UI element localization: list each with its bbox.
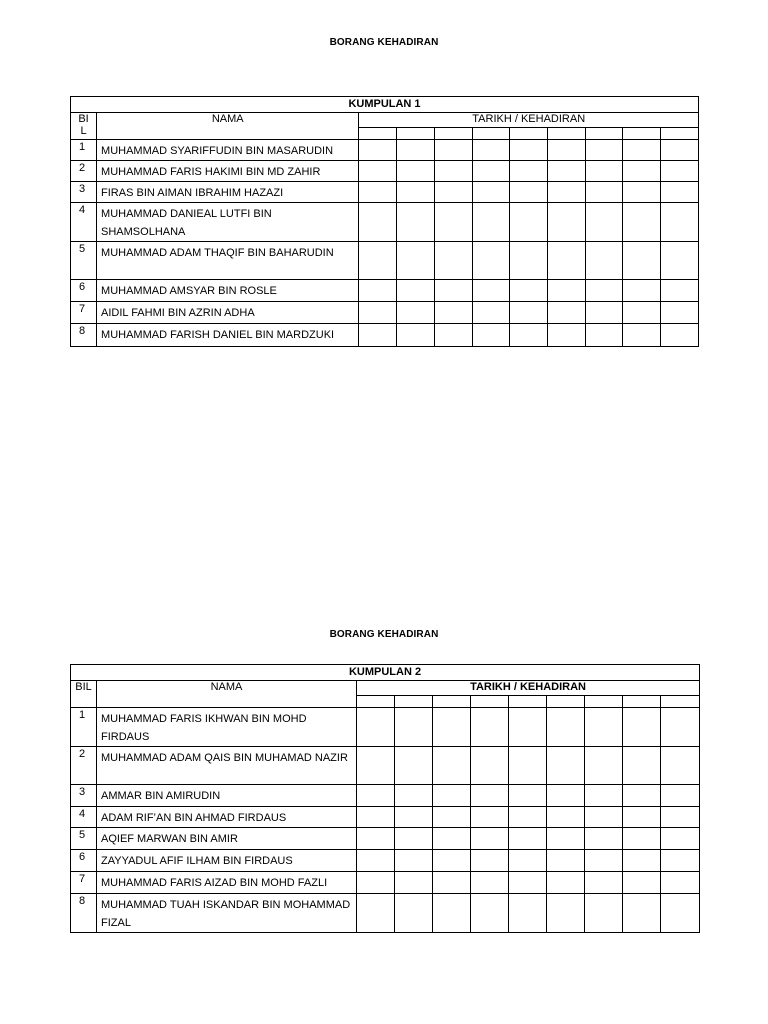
student-name — [97, 242, 359, 280]
attendance-cell — [547, 302, 585, 324]
attendance-cell — [623, 785, 661, 807]
table-row — [71, 182, 699, 203]
attendance-cell — [359, 324, 397, 347]
student-name-text: MUHAMMAD FARIS IKHWAN BIN MOHD FIRDAUS — [101, 713, 307, 743]
attendance-cell — [585, 242, 622, 280]
attendance-cell — [397, 140, 434, 161]
attendance-cell — [547, 140, 585, 161]
attendance-cell — [547, 850, 585, 872]
student-name-text: MUHAMMAD ADAM QAIS BIN MUHAMAD NAZIR — [101, 752, 348, 764]
table-row — [71, 140, 699, 161]
page-title: BORANG KEHADIRAN — [329, 629, 439, 640]
attendance-cell — [623, 850, 661, 872]
table-row — [71, 161, 699, 182]
attendance-cell — [397, 182, 434, 203]
attendance-cell — [661, 785, 700, 807]
attendance-cell — [472, 161, 509, 182]
attendance-cell — [547, 894, 585, 933]
attendance-cell — [585, 161, 622, 182]
attendance-cell — [395, 785, 433, 807]
attendance-cell — [585, 785, 623, 807]
attendance-cell — [434, 182, 472, 203]
row-number-text: 8 — [79, 325, 86, 337]
attendance-cell — [585, 182, 622, 203]
attendance-cell — [472, 182, 509, 203]
attendance-cell — [622, 324, 660, 347]
attendance-cell — [397, 242, 434, 280]
attendance-cell — [434, 203, 472, 242]
row-number-text: 2 — [79, 162, 86, 174]
row-number — [71, 140, 97, 161]
attendance-cell — [397, 161, 434, 182]
attendance-cell — [471, 785, 509, 807]
row-number — [71, 242, 97, 280]
attendance-cell — [359, 242, 397, 280]
student-name-text: MUHAMMAD AMSYAR BIN ROSLE — [101, 285, 277, 297]
row-number-text: 7 — [79, 873, 86, 885]
attendance-cell — [547, 747, 585, 785]
attendance-cell — [397, 324, 434, 347]
table-row — [71, 785, 700, 807]
attendance-cell — [660, 182, 698, 203]
attendance-cell — [661, 747, 700, 785]
attendance-cell — [547, 708, 585, 747]
attendance-table-2 — [70, 664, 700, 933]
student-name-text: MUHAMMAD FARISH DANIEL BIN MARDZUKI — [101, 329, 335, 341]
student-name-text: FIRAS BIN AIMAN IBRAHIM HAZAZI — [101, 187, 284, 199]
attendance-cell — [623, 828, 661, 850]
attendance-cell — [359, 280, 397, 302]
attendance-cell — [434, 140, 472, 161]
attendance-cell — [585, 140, 622, 161]
attendance-cell — [623, 807, 661, 828]
attendance-cell — [622, 280, 660, 302]
attendance-cell — [585, 894, 623, 933]
attendance-cell — [357, 807, 395, 828]
row-number-text: 2 — [79, 748, 86, 760]
attendance-cell — [509, 785, 547, 807]
attendance-cell — [661, 872, 700, 894]
attendance-cell — [661, 894, 700, 933]
column-header-tarikh: TARIKH / KEHADIRAN — [357, 681, 700, 696]
attendance-cell — [509, 280, 547, 302]
attendance-cell — [472, 324, 509, 347]
attendance-cell — [472, 242, 509, 280]
attendance-cell — [509, 872, 547, 894]
row-number — [71, 850, 97, 872]
attendance-cell — [661, 828, 700, 850]
attendance-cell — [585, 747, 623, 785]
attendance-cell — [509, 140, 547, 161]
table-row — [71, 242, 699, 280]
attendance-cell — [623, 708, 661, 747]
student-name — [97, 785, 357, 807]
column-header-bil: BI L — [71, 113, 97, 140]
attendance-cell — [472, 140, 509, 161]
student-name — [97, 850, 357, 872]
attendance-cell — [357, 708, 395, 747]
attendance-cell — [509, 203, 547, 242]
table-row — [71, 807, 700, 828]
attendance-cell — [359, 203, 397, 242]
attendance-cell — [623, 747, 661, 785]
attendance-cell — [509, 302, 547, 324]
attendance-cell — [357, 785, 395, 807]
attendance-cell — [547, 828, 585, 850]
attendance-cell — [357, 850, 395, 872]
attendance-cell — [585, 872, 623, 894]
column-header-nama: NAMA — [97, 113, 359, 140]
attendance-cell — [585, 280, 622, 302]
row-number-text: 8 — [79, 895, 86, 907]
student-name — [97, 140, 359, 161]
attendance-cell — [660, 280, 698, 302]
attendance-cell — [623, 894, 661, 933]
student-name — [97, 747, 357, 785]
row-number-text: 3 — [79, 183, 86, 195]
attendance-cell — [471, 747, 509, 785]
student-name-text: AMMAR BIN AMIRUDIN — [101, 790, 221, 802]
student-name-text: MUHAMMAD TUAH ISKANDAR BIN MOHAMMAD FIZAL — [101, 899, 351, 929]
row-number-text: 4 — [79, 204, 86, 216]
attendance-cell — [359, 182, 397, 203]
attendance-cell — [434, 302, 472, 324]
row-number-text: 1 — [79, 709, 86, 721]
attendance-cell — [357, 828, 395, 850]
attendance-table-1 — [70, 96, 699, 347]
attendance-cell — [434, 324, 472, 347]
row-number-text: 3 — [79, 786, 86, 798]
attendance-cell — [397, 203, 434, 242]
attendance-cell — [395, 807, 433, 828]
column-header-nama: NAMA — [97, 681, 357, 708]
attendance-cell — [547, 242, 585, 280]
attendance-cell — [359, 302, 397, 324]
attendance-cell — [509, 182, 547, 203]
attendance-cell — [359, 161, 397, 182]
table-row — [71, 850, 700, 872]
row-number — [71, 203, 97, 242]
student-name — [97, 182, 359, 203]
row-number — [71, 182, 97, 203]
row-number-text: 6 — [79, 851, 86, 863]
row-number — [71, 828, 97, 850]
attendance-cell — [585, 324, 622, 347]
attendance-cell — [471, 872, 509, 894]
attendance-cell — [434, 161, 472, 182]
attendance-cell — [395, 894, 433, 933]
attendance-cell — [434, 280, 472, 302]
table-row — [71, 708, 700, 747]
table-row — [71, 280, 699, 302]
attendance-cell — [357, 894, 395, 933]
attendance-cell — [433, 828, 471, 850]
attendance-cell — [585, 850, 623, 872]
attendance-cell — [660, 302, 698, 324]
student-name-text: MUHAMMAD FARIS AIZAD BIN MOHD FAZLI — [101, 877, 328, 889]
attendance-cell — [661, 850, 700, 872]
attendance-cell — [547, 872, 585, 894]
student-name-text: MUHAMMAD SYARIFFUDIN BIN MASARUDIN — [101, 145, 334, 157]
attendance-cell — [509, 324, 547, 347]
attendance-cell — [661, 807, 700, 828]
row-number — [71, 302, 97, 324]
attendance-cell — [433, 894, 471, 933]
row-number-text: 6 — [79, 281, 86, 293]
student-name — [97, 894, 357, 933]
attendance-cell — [660, 324, 698, 347]
attendance-cell — [509, 161, 547, 182]
row-number — [71, 161, 97, 182]
attendance-cell — [585, 807, 623, 828]
attendance-cell — [433, 850, 471, 872]
row-number — [71, 785, 97, 807]
student-name — [97, 708, 357, 747]
attendance-cell — [660, 140, 698, 161]
attendance-cell — [397, 280, 434, 302]
column-header-tarikh: TARIKH / KEHADIRAN — [359, 113, 699, 128]
attendance-cell — [622, 161, 660, 182]
attendance-cell — [547, 785, 585, 807]
attendance-cell — [357, 872, 395, 894]
attendance-cell — [547, 203, 585, 242]
attendance-cell — [509, 242, 547, 280]
table-row — [71, 828, 700, 850]
row-number-text: 5 — [79, 829, 86, 841]
attendance-cell — [585, 828, 623, 850]
attendance-cell — [585, 302, 622, 324]
student-name-text: AIDIL FAHMI BIN AZRIN ADHA — [101, 307, 255, 319]
attendance-cell — [622, 302, 660, 324]
attendance-cell — [471, 850, 509, 872]
row-number-text: 1 — [79, 141, 86, 153]
group-title: KUMPULAN 2 — [71, 665, 700, 681]
student-name — [97, 324, 359, 347]
attendance-cell — [395, 708, 433, 747]
attendance-cell — [547, 807, 585, 828]
student-name-text: MUHAMMAD DANIEAL LUTFI BIN SHAMSOLHANA — [101, 208, 272, 238]
row-number — [71, 894, 97, 933]
table-row — [71, 302, 699, 324]
attendance-cell — [433, 747, 471, 785]
student-name — [97, 302, 359, 324]
attendance-cell — [509, 894, 547, 933]
student-name — [97, 203, 359, 242]
attendance-cell — [395, 747, 433, 785]
student-name — [97, 828, 357, 850]
attendance-cell — [433, 807, 471, 828]
attendance-cell — [395, 850, 433, 872]
attendance-cell — [357, 747, 395, 785]
student-name — [97, 280, 359, 302]
table-row — [71, 203, 699, 242]
row-number — [71, 708, 97, 747]
student-name-text: AQIEF MARWAN BIN AMIR — [101, 833, 238, 845]
attendance-cell — [622, 203, 660, 242]
attendance-cell — [509, 747, 547, 785]
table-row — [71, 324, 699, 347]
attendance-cell — [472, 280, 509, 302]
row-number — [71, 747, 97, 785]
student-name — [97, 161, 359, 182]
attendance-cell — [660, 203, 698, 242]
attendance-cell — [547, 161, 585, 182]
attendance-cell — [547, 182, 585, 203]
student-name-text: ADAM RIF’AN BIN AHMAD FIRDAUS — [101, 812, 287, 824]
page-title: BORANG KEHADIRAN — [329, 37, 439, 48]
row-number — [71, 324, 97, 347]
attendance-cell — [433, 708, 471, 747]
attendance-cell — [585, 708, 623, 747]
attendance-cell — [661, 708, 700, 747]
group-title: KUMPULAN 1 — [71, 97, 699, 113]
student-name — [97, 872, 357, 894]
row-number-text: 5 — [79, 243, 86, 255]
attendance-cell — [472, 302, 509, 324]
student-name — [97, 807, 357, 828]
attendance-cell — [471, 828, 509, 850]
attendance-cell — [622, 182, 660, 203]
attendance-cell — [547, 324, 585, 347]
row-number-text: 7 — [79, 303, 86, 315]
attendance-cell — [509, 850, 547, 872]
attendance-cell — [585, 203, 622, 242]
table-row — [71, 872, 700, 894]
student-name-text: ZAYYADUL AFIF ILHAM BIN FIRDAUS — [101, 855, 293, 867]
row-number — [71, 872, 97, 894]
column-header-bil: BIL — [71, 681, 97, 708]
table-row — [71, 747, 700, 785]
attendance-cell — [509, 807, 547, 828]
attendance-cell — [509, 828, 547, 850]
attendance-cell — [395, 828, 433, 850]
attendance-cell — [547, 280, 585, 302]
attendance-cell — [660, 242, 698, 280]
attendance-cell — [433, 872, 471, 894]
attendance-cell — [623, 872, 661, 894]
attendance-cell — [622, 140, 660, 161]
attendance-cell — [622, 242, 660, 280]
attendance-cell — [471, 894, 509, 933]
attendance-cell — [471, 708, 509, 747]
attendance-cell — [395, 872, 433, 894]
attendance-cell — [359, 140, 397, 161]
attendance-cell — [660, 161, 698, 182]
table-row — [71, 894, 700, 933]
student-name-text: MUHAMMAD ADAM THAQIF BIN BAHARUDIN — [101, 247, 334, 259]
attendance-cell — [471, 807, 509, 828]
row-number-text: 4 — [79, 808, 86, 820]
row-number — [71, 807, 97, 828]
attendance-cell — [397, 302, 434, 324]
row-number — [71, 280, 97, 302]
student-name-text: MUHAMMAD FARIS HAKIMI BIN MD ZAHIR — [101, 166, 321, 178]
attendance-cell — [509, 708, 547, 747]
attendance-cell — [434, 242, 472, 280]
attendance-cell — [472, 203, 509, 242]
attendance-cell — [433, 785, 471, 807]
